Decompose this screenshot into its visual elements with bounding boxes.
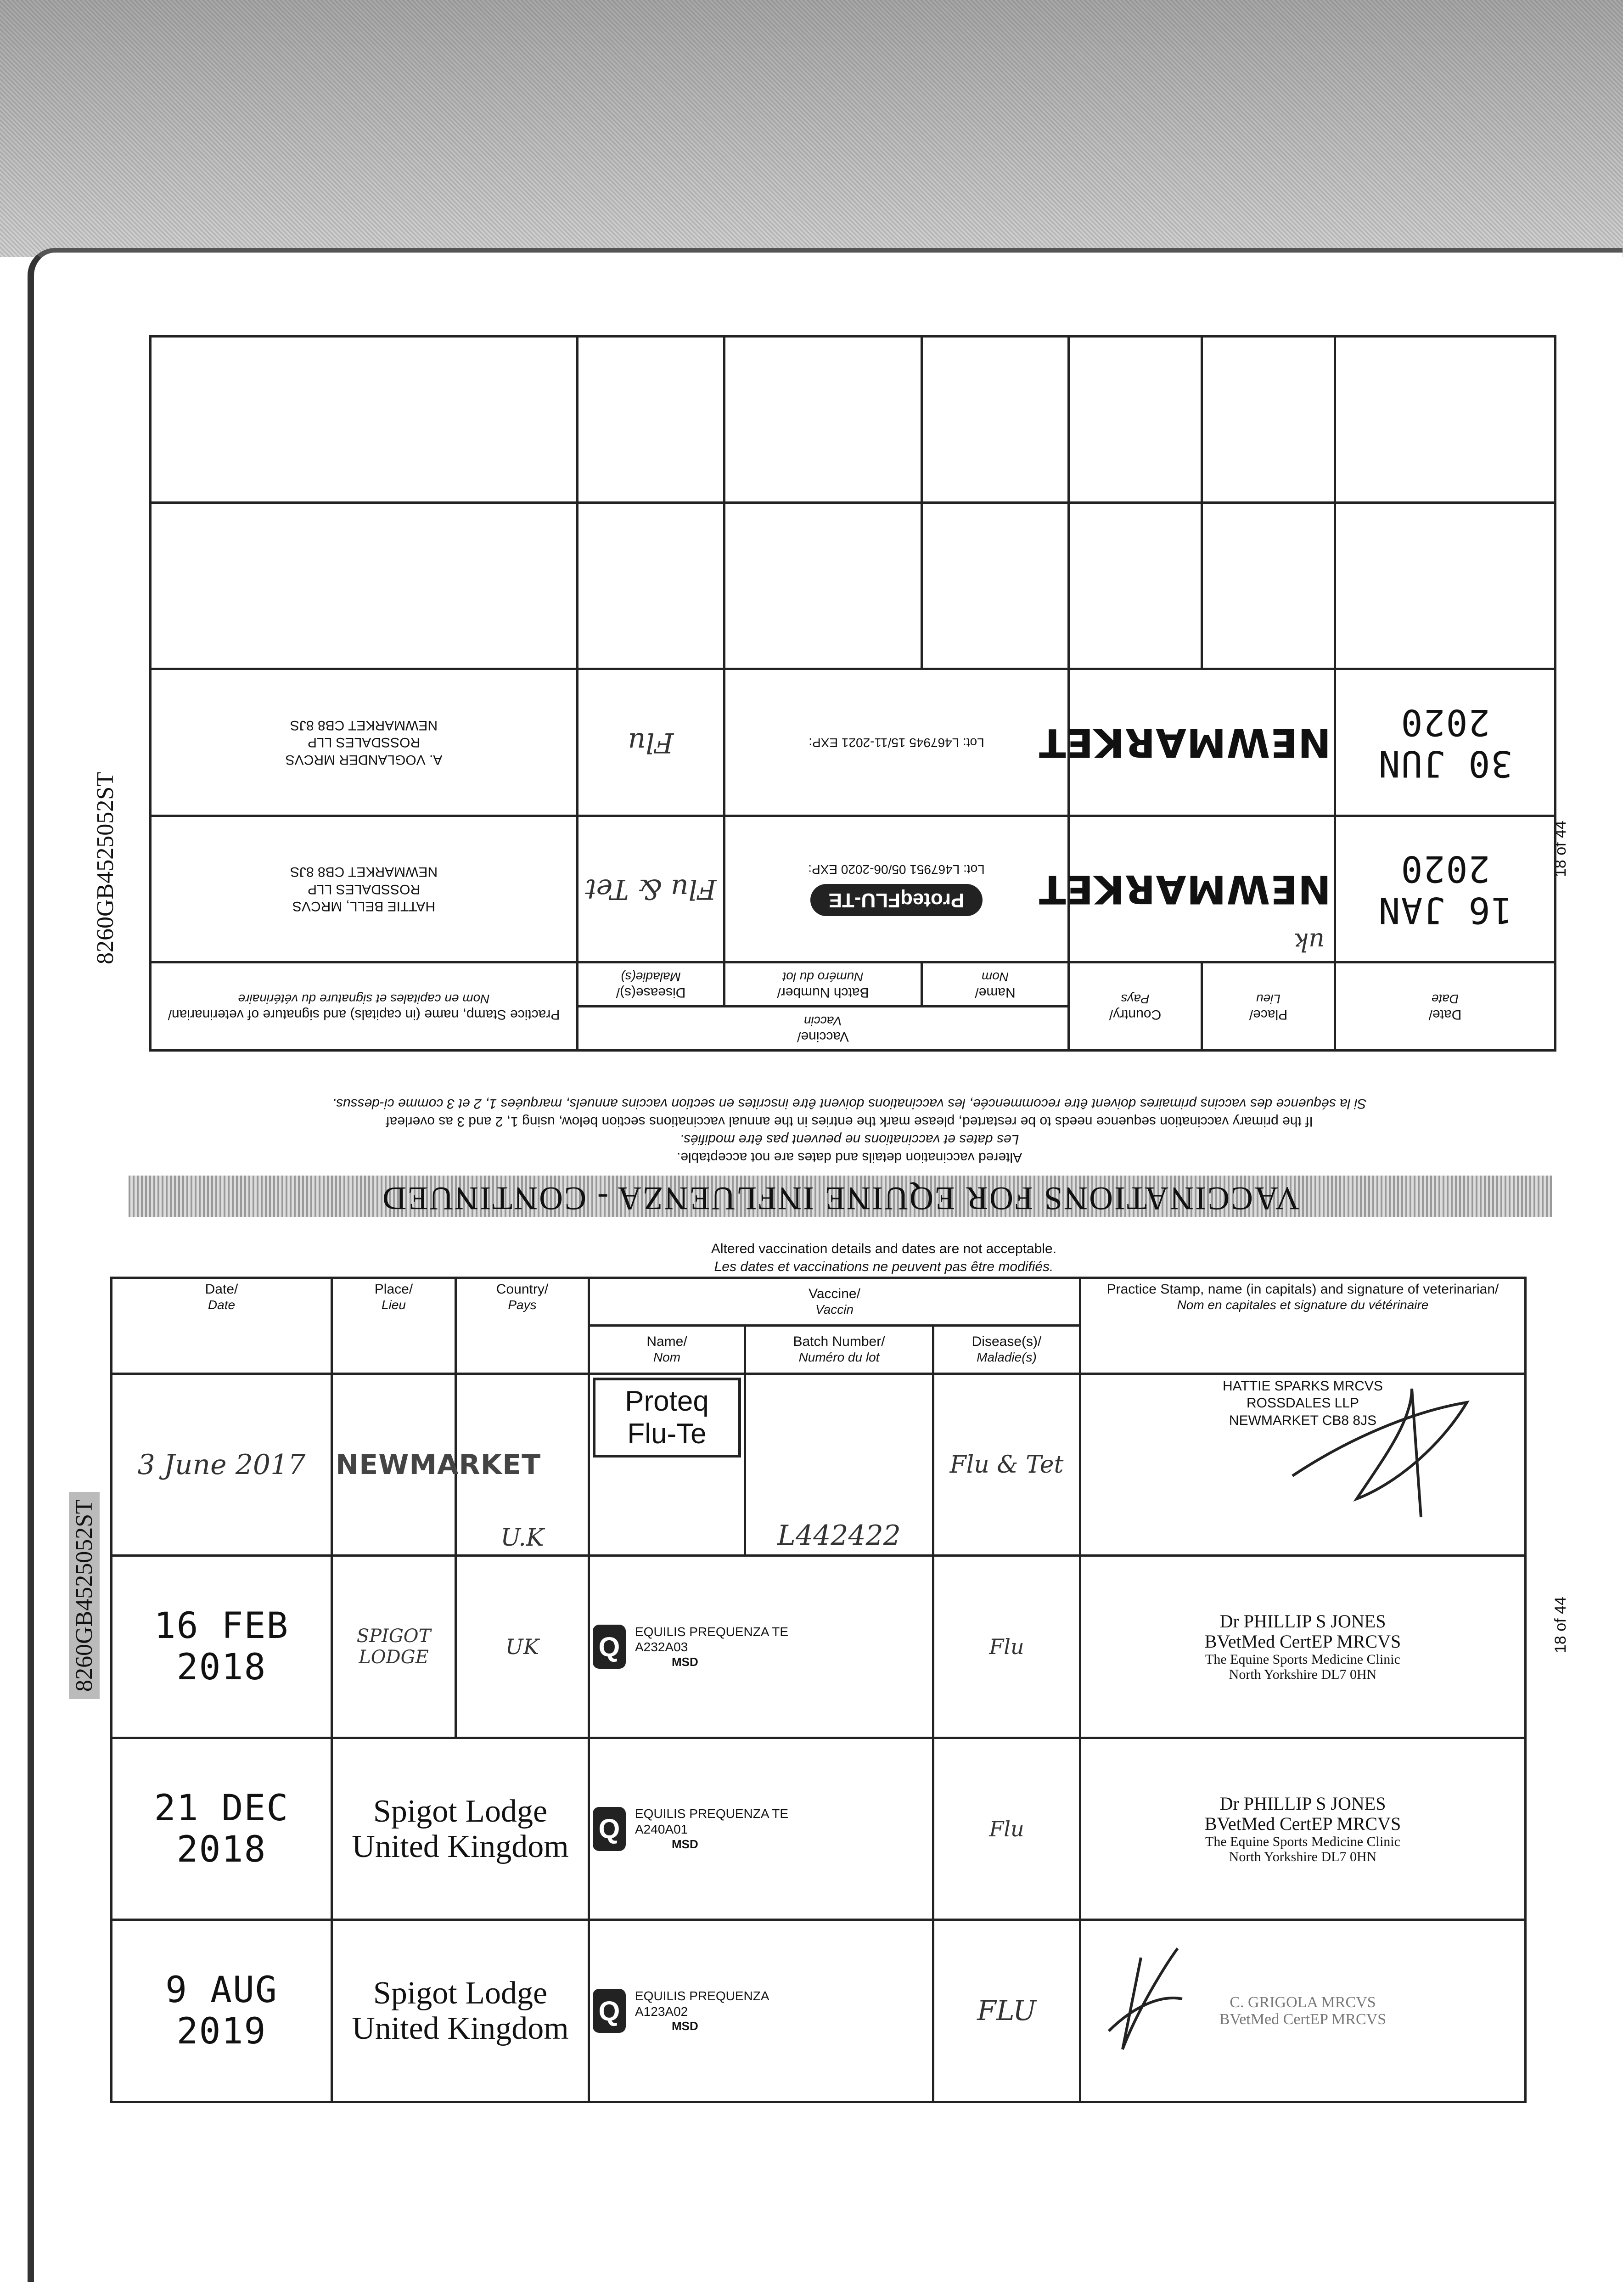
row-vaccine-label: Q EQUILIS PREQUENZA A123A02 MSD — [589, 1920, 933, 2102]
header-country: Country/ Pays — [1069, 962, 1202, 1051]
row-place: SPIGOT LODGE — [332, 1556, 456, 1738]
header-date: Date/ Date — [112, 1278, 332, 1374]
vet-signature — [1095, 1939, 1187, 2059]
row-batch: Lot: L467945 15/11-2021 EXP: — [724, 669, 1069, 816]
section-title-band — [129, 1176, 1552, 1217]
row-date: 30 JUN 2020 — [1335, 669, 1556, 816]
header-place: Place/ Lieu — [332, 1278, 456, 1374]
row-place: NEWMARKET — [332, 1373, 456, 1556]
header-stamp: Practice Stamp, name (in capitals) and signature of veterinarian/ Nom en capitales et signature du vétérinaire — [1080, 1278, 1526, 1374]
upper-notes: Altered vaccination details and dates are not acceptable. Les dates et vaccinations ne peuvent pas être modifiés. If the primary vaccination sequence needs to be restarted, please mark the entries in the annual vaccinations section below, using 1, 2 and 3 as overleaf Si la séquence des vaccins primaires doivent être recommencée, les vaccinations doivent être inscrites en section vaccins annuels, marquées 1, 2 et 3 comme ci-dessus. — [332, 1096, 1367, 1165]
row-disease: Flu — [933, 1556, 1080, 1738]
header-stamp: Practice Stamp, name (in capitals) and signature of veterinarian/ Nom en capitales et signature du vétérinaire — [151, 962, 578, 1051]
row-stamp: HATTIE SPARKS MRCVS ROSSDALES LLP NEWMARKET CB8 8JS — [1080, 1373, 1526, 1556]
row-place: NEWMARKET — [1069, 669, 1335, 816]
row-stamp: A. VOGLANDER MRCVS ROSSDALES LLP NEWMARKET CB8 8JS — [151, 669, 578, 816]
page-number-lower: 18 of 44 — [1552, 1597, 1569, 1653]
lower-notes: Altered vaccination details and dates are not acceptable. Les dates et vaccinations ne peuvent pas être modifiés. — [711, 1241, 1057, 1274]
row-place: Spigot Lodge United Kingdom — [332, 1738, 589, 1920]
row-country: UK — [456, 1556, 589, 1738]
doc-id-upper: 8260GB4525052ST — [92, 772, 118, 964]
table-row — [151, 669, 1556, 816]
table-row — [112, 1556, 1526, 1738]
row-date: 16 FEB 2018 — [112, 1556, 332, 1738]
row-vaccine-label: Q EQUILIS PREQUENZA TE A232A03 MSD — [589, 1556, 933, 1738]
row-disease: FLU — [933, 1920, 1080, 2102]
row-date: 21 DEC 2018 — [112, 1738, 332, 1920]
row-vaccine-batch: ProteqFLU-TE Lot: L467951 05/06-2020 EXP: — [724, 816, 1069, 962]
header-vaccine: Vaccine/ Vaccin — [589, 1278, 1080, 1326]
header-name: Name/ Nom — [589, 1326, 745, 1373]
page-number-upper: 18 of 44 — [1552, 821, 1569, 877]
row-date: 16 JAN 2020 — [1335, 816, 1556, 962]
table-row — [112, 1373, 1526, 1556]
row-place: Spigot Lodge United Kingdom — [332, 1920, 589, 2102]
section-title: VACCINATIONS FOR EQUINE INFLUENZA - CONTINUED — [381, 1180, 1299, 1217]
header-batch: Batch Number/ Numéro du lot — [745, 1326, 933, 1373]
row-disease: Flu & Tet — [578, 816, 724, 962]
table-row-empty — [151, 503, 1556, 669]
row-date: 3 June 2017 — [112, 1373, 332, 1556]
row-place: NEWMARKET uk — [1069, 816, 1335, 962]
q-logo-icon: Q — [593, 1625, 626, 1669]
doc-id-lower: 8260GB4525052ST — [69, 1492, 100, 1699]
header-vaccine: Vaccine/ Vaccin — [578, 1007, 1069, 1051]
q-logo-icon: Q — [593, 1989, 626, 2033]
row-country: U.K — [456, 1373, 589, 1556]
row-stamp: Dr PHILLIP S JONES BVetMed CertEP MRCVS The Equine Sports Medicine Clinic North Yorkshire DL7 0HN — [1080, 1738, 1526, 1920]
row-disease: Flu & Tet — [933, 1373, 1080, 1556]
row-stamp: C. GRIGOLA MRCVS BVetMed CertEP MRCVS — [1080, 1920, 1526, 2102]
header-batch: Batch Number/ Numéro du lot — [724, 962, 922, 1007]
header-date: Date/ Date — [1335, 962, 1556, 1051]
row-date: 9 AUG 2019 — [112, 1920, 332, 2102]
upper-vaccination-table — [152, 335, 1556, 1052]
q-logo-icon: Q — [593, 1807, 626, 1851]
header-name: Name/ Nom — [922, 962, 1069, 1007]
header-country: Country/ Pays — [456, 1278, 589, 1374]
lower-vaccination-table — [110, 1277, 1524, 2103]
row-batch: L442422 — [745, 1373, 933, 1556]
row-disease: Flu — [578, 669, 724, 816]
row-stamp: Dr PHILLIP S JONES BVetMed CertEP MRCVS The Equine Sports Medicine Clinic North Yorkshire DL7 0HN — [1080, 1556, 1526, 1738]
row-disease: Flu — [933, 1738, 1080, 1920]
scan-shadow-band — [0, 0, 1623, 257]
row-stamp: HATTIE BELL, MRCVS ROSSDALES LLP NEWMARKET CB8 8JS — [151, 816, 578, 962]
header-disease: Disease(s)/ Maladie(s) — [933, 1326, 1080, 1373]
row-vaccine-label: Q EQUILIS PREQUENZA TE A240A01 MSD — [589, 1738, 933, 1920]
vet-signature — [1274, 1384, 1485, 1522]
table-row — [151, 816, 1556, 962]
header-place: Place/ Lieu — [1202, 962, 1335, 1051]
row-vaccine-name: Proteq Flu-Te — [589, 1373, 745, 1556]
header-disease: Disease(s)/ Maladie(s) — [578, 962, 724, 1007]
table-row-empty — [151, 337, 1556, 503]
table-row — [112, 1738, 1526, 1920]
table-row — [112, 1920, 1526, 2102]
